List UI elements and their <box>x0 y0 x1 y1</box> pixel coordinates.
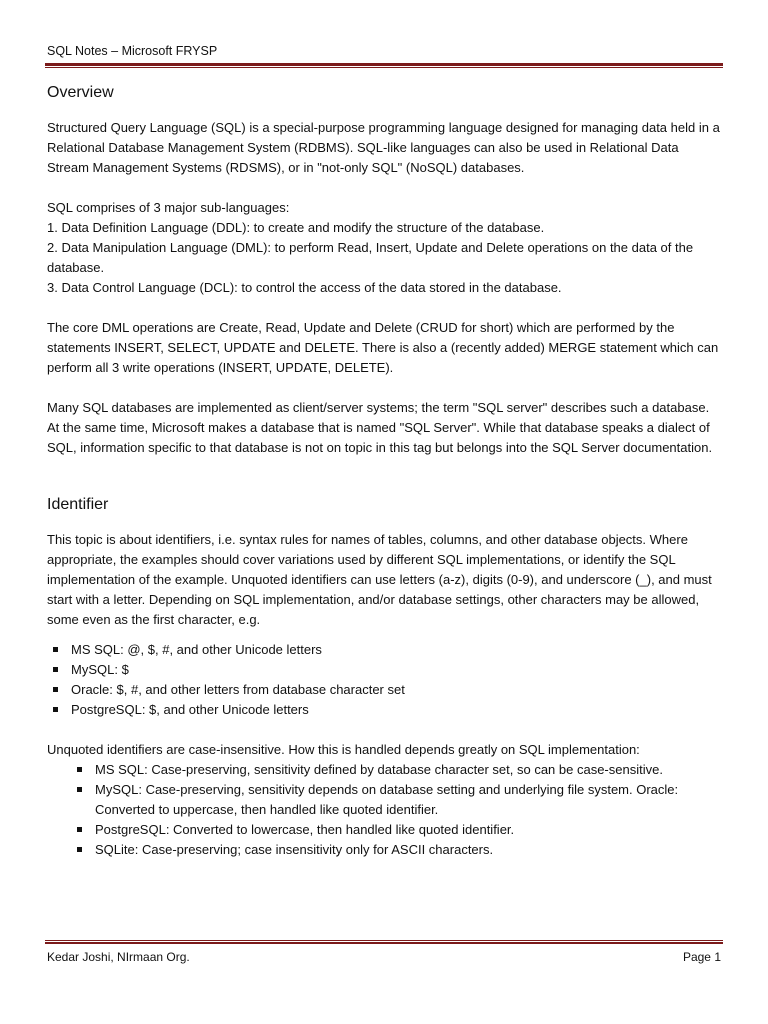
identifier-paragraph-1: This topic is about identifiers, i.e. syntax rules for names of tables, columns, and other database objects. Where appropriate, the examples should cover variations used by different SQL implementations, or identify the SQL implementation of the example. Unquoted identifiers can use letters (a-z), digits (0-9), and underscore (_), and must start with a letter. Depending on SQL implementation, and/or database settings, other characters may be allowed, some even as the first character, e.g. <box>47 532 712 627</box>
overview-paragraph-2 <box>47 198 723 298</box>
list-item: SQLite: Case-preserving; case insensitivity only for ASCII characters. <box>71 840 723 860</box>
list-item: MS SQL: Case-preserving, sensitivity defined by database character set, so can be case-sensitive. <box>71 760 723 780</box>
case-sensitivity-list <box>47 760 723 860</box>
document-body <box>47 82 723 860</box>
identifier-heading: Identifier <box>47 496 109 513</box>
footer-author: Kedar Joshi, NIrmaan Org. <box>47 950 190 964</box>
overview-heading: Overview <box>47 84 114 101</box>
list-item: Oracle: $, #, and other letters from database character set <box>47 680 723 700</box>
overview-p2-line: 1. Data Definition Language (DDL): to create and modify the structure of the database. <box>47 220 545 235</box>
identifier-paragraph-2: Unquoted identifiers are case-insensitive. How this is handled depends greatly on SQL implementation: <box>47 742 640 757</box>
allowed-characters-list <box>47 640 723 720</box>
page-header-title: SQL Notes – Microsoft FRYSP <box>47 44 218 58</box>
header-rule <box>45 63 723 68</box>
overview-p2-line: 3. Data Control Language (DCL): to control the access of the data stored in the database. <box>47 280 562 295</box>
overview-p2-line: 2. Data Manipulation Language (DML): to perform Read, Insert, Update and Delete operations on the data of the database. <box>47 240 694 275</box>
overview-paragraph-4: Many SQL databases are implemented as client/server systems; the term "SQL server" describes such a database. At the same time, Microsoft makes a database that is named "SQL Server". While that database speaks a dialect of SQL, information specific to that database is not on topic in this tag but belongs into the SQL Server documentation. <box>47 400 713 455</box>
overview-paragraph-3: The core DML operations are Create, Read, Update and Delete (CRUD for short) which are performed by the statements INSERT, SELECT, UPDATE and DELETE. There is also a (recently added) MERGE statement which can perform all 3 write operations (INSERT, UPDATE, DELETE). <box>47 320 719 375</box>
overview-section <box>47 82 723 458</box>
footer-rule <box>45 940 723 944</box>
footer-page-number: Page 1 <box>682 950 721 964</box>
overview-p2-line: SQL comprises of 3 major sub-languages: <box>47 200 290 215</box>
list-item: MS SQL: @, $, #, and other Unicode letters <box>47 640 723 660</box>
list-item: MySQL: Case-preserving, sensitivity depends on database setting and underlying file system. Oracle: Converted to uppercase, then handled like quoted identifier. <box>71 780 723 820</box>
list-item: PostgreSQL: $, and other Unicode letters <box>47 700 723 720</box>
list-item: MySQL: $ <box>47 660 723 680</box>
overview-paragraph-1: Structured Query Language (SQL) is a special-purpose programming language designed for managing data held in a Relational Database Management System (RDBMS). SQL-like languages can also be used in Relational Data Stream Management Systems (RDSMS), or in "not-only SQL" (NoSQL) databases. <box>47 120 720 175</box>
list-item: PostgreSQL: Converted to lowercase, then handled like quoted identifier. <box>71 820 723 840</box>
identifier-section <box>47 494 723 860</box>
